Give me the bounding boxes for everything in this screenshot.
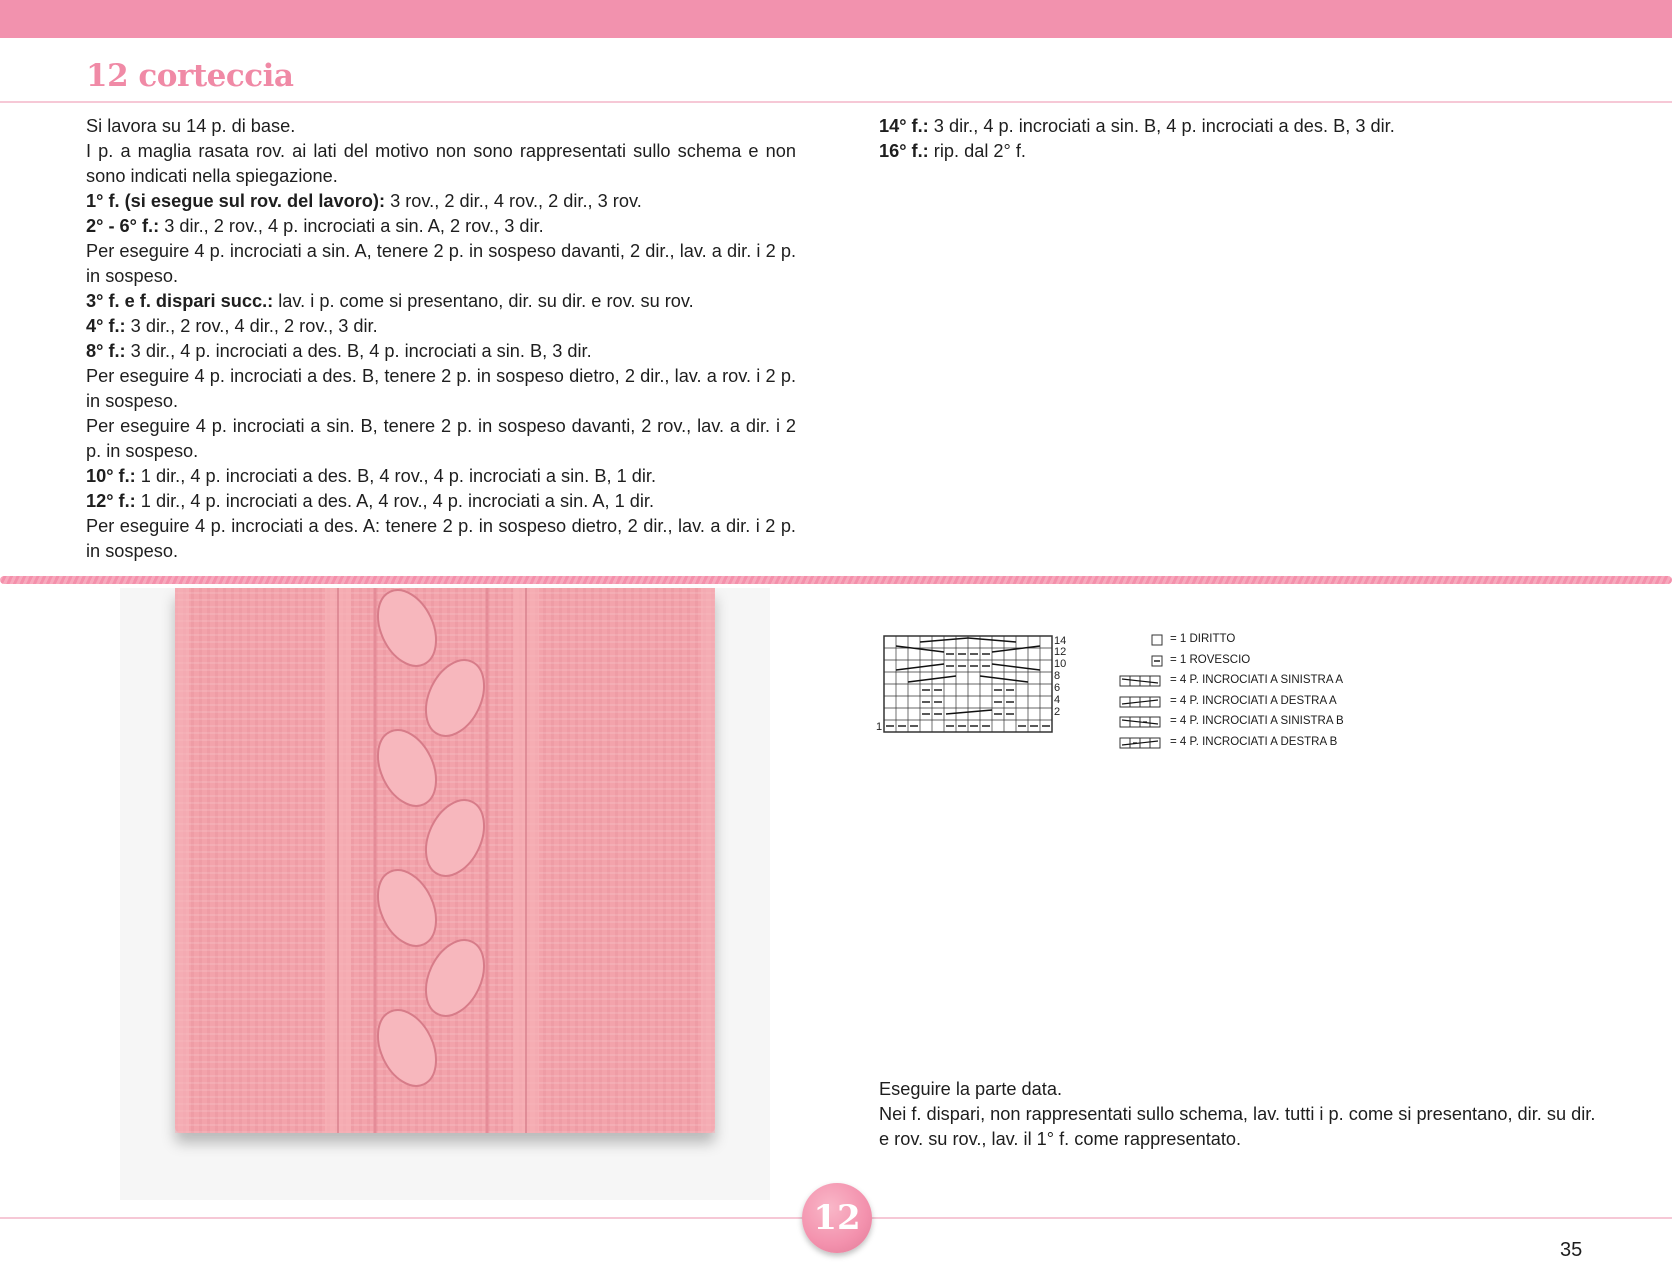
instructions-left-column <box>86 114 796 564</box>
knitted-swatch-image <box>175 588 715 1133</box>
instruction-line: 1° f. (si esegue sul rov. del lavoro): 3 rov., 2 dir., 4 rov., 2 dir., 3 rov. <box>86 191 642 211</box>
instruction-line: 16° f.: rip. dal 2° f. <box>879 141 1026 161</box>
chart-row-number: 12 <box>1054 646 1067 658</box>
legend-item: = 1 DIRITTO <box>1118 630 1418 651</box>
chart-row-number: 10 <box>1054 658 1067 670</box>
page-number: 35 <box>1560 1239 1583 1261</box>
chart-row-number: 8 <box>1054 670 1061 682</box>
chart-row-number: 6 <box>1054 682 1061 694</box>
chart-row-number: 14 <box>1054 635 1067 647</box>
instruction-line: 10° f.: 1 dir., 4 p. incrociati a des. B, 4 rov., 4 p. incrociati a sin. B, 1 dir. <box>86 466 657 486</box>
instruction-line: Per eseguire 4 p. incrociati a sin. A, tenere 2 p. in sospeso davanti, 2 dir., lav. a dir. i 2 p. in sospeso. <box>86 241 796 286</box>
cross-left-b-icon <box>1118 716 1164 728</box>
instruction-line: Per eseguire 4 p. incrociati a sin. B, tenere 2 p. in sospeso davanti, 2 rov., lav. a dir. i 2 p. in sospeso. <box>86 416 796 461</box>
badge-number: 12 <box>813 1198 861 1238</box>
legend-item: = 4 P. INCROCIATI A SINISTRA B <box>1118 712 1418 733</box>
page-title: 12 corteccia <box>86 58 294 94</box>
instruction-line: 2° - 6° f.: 3 dir., 2 rov., 4 p. incrociati a sin. A, 2 rov., 3 dir. <box>86 216 544 236</box>
yarn-ball-badge-icon <box>802 1183 872 1253</box>
cross-right-a-icon <box>1118 696 1164 708</box>
instruction-line: 4° f.: 3 dir., 2 rov., 4 dir., 2 rov., 3 dir. <box>86 316 378 336</box>
cable-pattern-illustration <box>175 588 715 1133</box>
legend-item: = 4 P. INCROCIATI A DESTRA A <box>1118 692 1418 713</box>
top-color-band <box>0 0 1672 38</box>
instructions-right-column <box>879 114 1579 164</box>
instruction-line: Si lavora su 14 p. di base. <box>86 116 296 136</box>
instruction-line: I p. a maglia rasata rov. ai lati del motivo non sono rappresentati sullo schema e non sono indicati nella spiegazione. <box>86 141 796 186</box>
chart-row-number: 4 <box>1054 694 1061 706</box>
instruction-line: 8° f.: 3 dir., 4 p. incrociati a des. B, 4 p. incrociati a sin. B, 3 dir. <box>86 341 592 361</box>
chart-legend <box>1118 630 1418 753</box>
note-line: Eseguire la parte data. <box>879 1079 1063 1099</box>
legend-item: = 4 P. INCROCIATI A DESTRA B <box>1118 733 1418 754</box>
cross-right-b-icon <box>1118 737 1164 749</box>
knit-symbol-icon <box>1118 634 1164 646</box>
chart-row-number: 1 <box>876 721 883 733</box>
knitting-chart-grid <box>876 630 1076 734</box>
legend-item: = 1 ROVESCIO <box>1118 651 1418 672</box>
legend-item: = 4 P. INCROCIATI A SINISTRA A <box>1118 671 1418 692</box>
cross-left-a-icon <box>1118 675 1164 687</box>
chart-row-number: 2 <box>1054 706 1061 718</box>
instruction-line: 3° f. e f. dispari succ.: lav. i p. come si presentano, dir. su dir. e rov. su rov. <box>86 291 694 311</box>
instruction-line: 14° f.: 3 dir., 4 p. incrociati a sin. B, 4 p. incrociati a des. B, 3 dir. <box>879 116 1395 136</box>
instruction-line: 12° f.: 1 dir., 4 p. incrociati a des. A, 4 rov., 4 p. incrociati a sin. A, 1 dir. <box>86 491 654 511</box>
instruction-line: Per eseguire 4 p. incrociati a des. A: tenere 2 p. in sospeso dietro, 2 dir., lav. a dir. i 2 p. in sospeso. <box>86 516 796 561</box>
note-text <box>879 1077 1599 1152</box>
yarn-divider <box>0 576 1672 584</box>
purl-symbol-icon <box>1118 655 1164 667</box>
note-line: Nei f. dispari, non rappresentati sullo schema, lav. tutti i p. come si presentano, dir. su dir. e rov. su rov., lav. il 1° f. come rappresentato. <box>879 1104 1596 1149</box>
title-divider <box>0 101 1672 103</box>
swatch-photo <box>120 588 770 1200</box>
knitting-chart <box>876 630 1076 734</box>
instruction-line: Per eseguire 4 p. incrociati a des. B, tenere 2 p. in sospeso dietro, 2 dir., lav. a rov. i 2 p. in sospeso. <box>86 366 796 411</box>
